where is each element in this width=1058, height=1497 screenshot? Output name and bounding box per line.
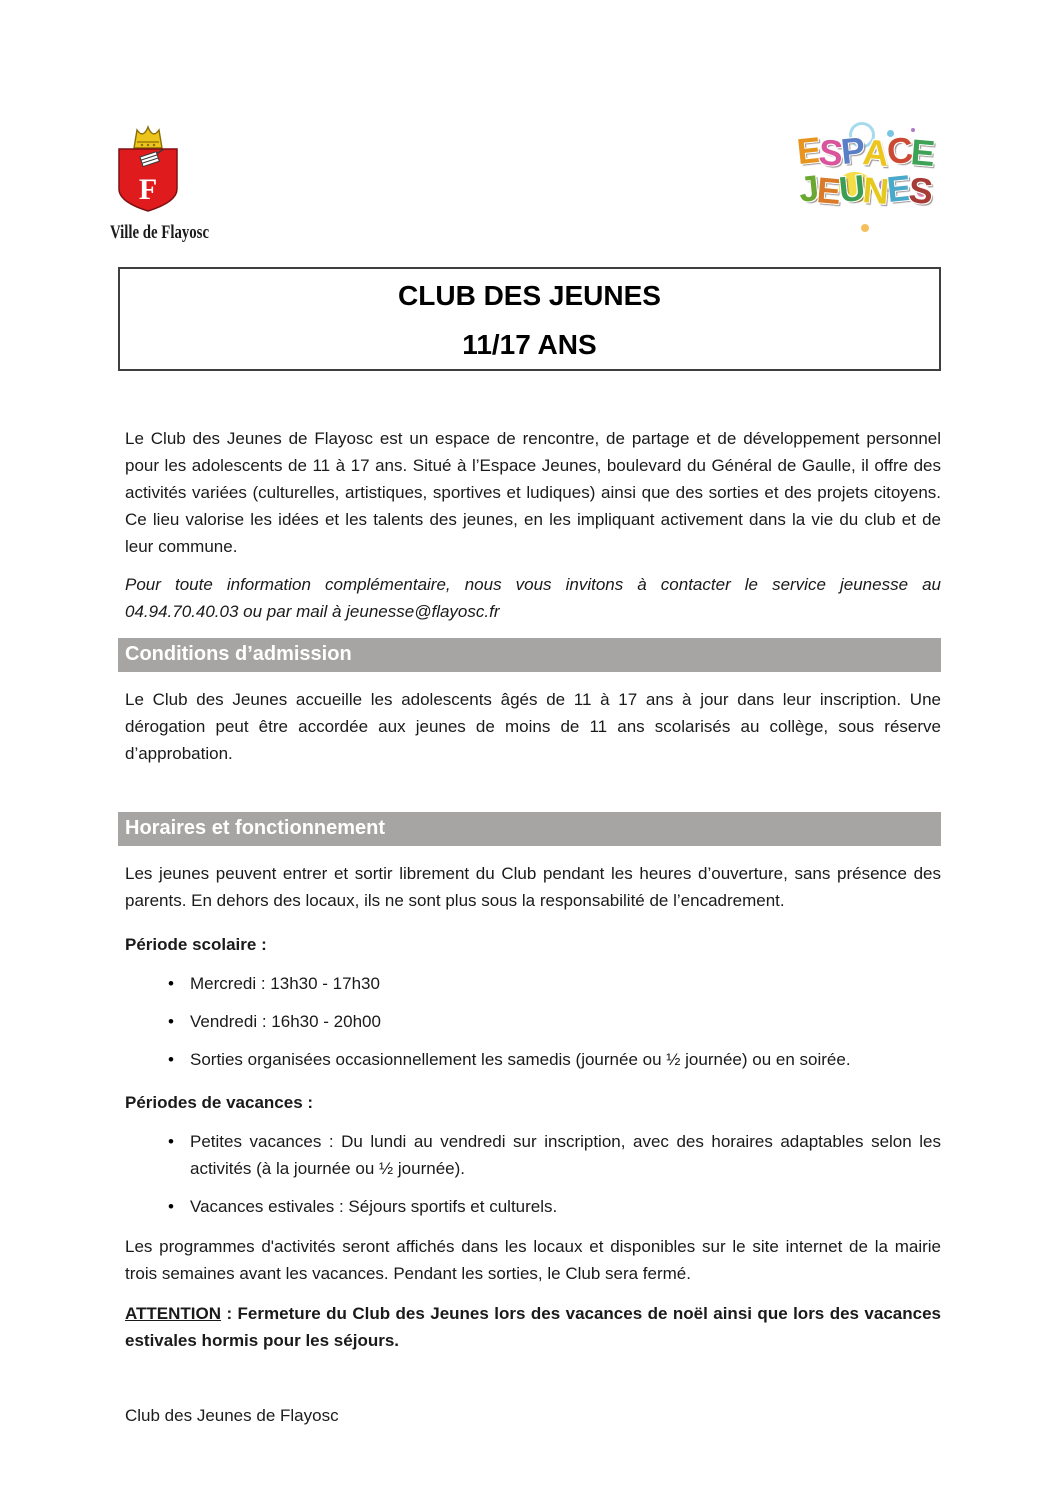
admission-paragraph: Le Club des Jeunes accueille les adolescents âgés de 11 à 17 ans à jour dans leur inscription. Une dérogation peut être accordée aux jeunes de moins de 11 ans scolarisés au collège, sous réserve d’approbation.: [125, 690, 941, 763]
espace-jeunes-logo-letter: N: [861, 169, 889, 212]
espace-jeunes-logo-letter: A: [861, 131, 889, 174]
espace-jeunes-logo-letter: J: [796, 167, 820, 210]
section-header-horaires-fonctionnement: Horaires et fonctionnement: [118, 812, 941, 846]
espace-jeunes-logo: [791, 128, 939, 236]
espace-logo-line2: [791, 166, 939, 212]
shield-icon: [116, 147, 180, 213]
attention-text: Fermeture du Club des Jeunes lors des vacances de noël ainsi que lors des vacances estivales hormis pour les séjours.: [125, 1304, 941, 1350]
document-subtitle: 11/17 ANS: [462, 329, 597, 360]
attention-label: ATTENTION: [125, 1304, 222, 1323]
document-body: [125, 267, 941, 1354]
list-item: • Vendredi : 16h30 - 20h00: [125, 1008, 941, 1035]
espace-jeunes-logo-letter: S: [907, 169, 933, 212]
periodes-vacances-heading: Périodes de vacances :: [125, 1093, 314, 1112]
intro-paragraph: Le Club des Jeunes de Flayosc est un espace de rencontre, de partage et de développement personnel pour les adolescents de 11 à 17 ans. Situé à l’Espace Jeunes, boulevard du Général de Gaulle, il offre des activités variées (culturelles, artistiques, sportives et ludiques) ainsi que des sorties et des projets citoyens. Ce lieu valorise les idées et les talents des jeunes, en les impliquant activement dans la vie du club et de leur commune.: [125, 429, 941, 556]
page-footer: Club des Jeunes de Flayosc: [125, 1406, 339, 1425]
list-item: • Petites vacances : Du lundi au vendredi sur inscription, avec des horaires adaptables selon les activités (à la journée ou ½ journée).: [125, 1128, 941, 1182]
contact-paragraph: Pour toute information complémentaire, nous vous invitons à contacter le service jeunesse au 04.94.70.40.03 ou par mail à jeunesse@flayosc.fr: [125, 575, 941, 621]
programmes-paragraph: Les programmes d'activités seront affichés dans les locaux et disponibles sur le site internet de la mairie trois semaines avant les vacances. Pendant les sorties, le Club sera fermé.: [125, 1237, 941, 1283]
espace-jeunes-logo-letter: S: [817, 131, 843, 174]
list-item: • Mercredi : 13h30 - 17h30: [125, 970, 941, 997]
attention-separator: :: [221, 1304, 238, 1323]
attention-note: [125, 1300, 941, 1354]
espace-jeunes-logo-letter: E: [909, 131, 935, 174]
espace-jeunes-logo-letter: C: [884, 128, 914, 173]
list-item: • Sorties organisées occasionnellement les samedis (journée ou ½ journée) ou en soirée.: [125, 1046, 941, 1073]
periode-scolaire-list: [125, 970, 941, 1073]
espace-jeunes-logo-letter: E: [884, 166, 912, 211]
document-title: CLUB DES JEUNES: [398, 280, 661, 311]
list-item: • Vacances estivales : Séjours sportifs et culturels.: [125, 1193, 941, 1220]
periodes-vacances-list: [125, 1128, 941, 1220]
periode-scolaire-heading: Période scolaire :: [125, 935, 267, 954]
title-box: [118, 267, 941, 371]
horaires-paragraph: Les jeunes peuvent entrer et sortir librement du Club pendant les heures d’ouverture, sans présence des parents. En dehors des locaux, ils ne sont plus sous la responsabilité de l’encadrement.: [125, 864, 941, 910]
shield-letter: F: [138, 173, 158, 206]
ville-logo-caption: Ville de Flayosc: [109, 222, 210, 243]
espace-jeunes-logo-letter: E: [794, 128, 822, 173]
section-header-conditions-admission: Conditions d’admission: [118, 638, 941, 672]
espace-jeunes-logo-letter: P: [838, 128, 866, 173]
espace-jeunes-logo-letter: U: [836, 166, 866, 211]
ville-de-flayosc-logo: [96, 124, 210, 244]
espace-jeunes-logo-letter: E: [815, 169, 841, 212]
